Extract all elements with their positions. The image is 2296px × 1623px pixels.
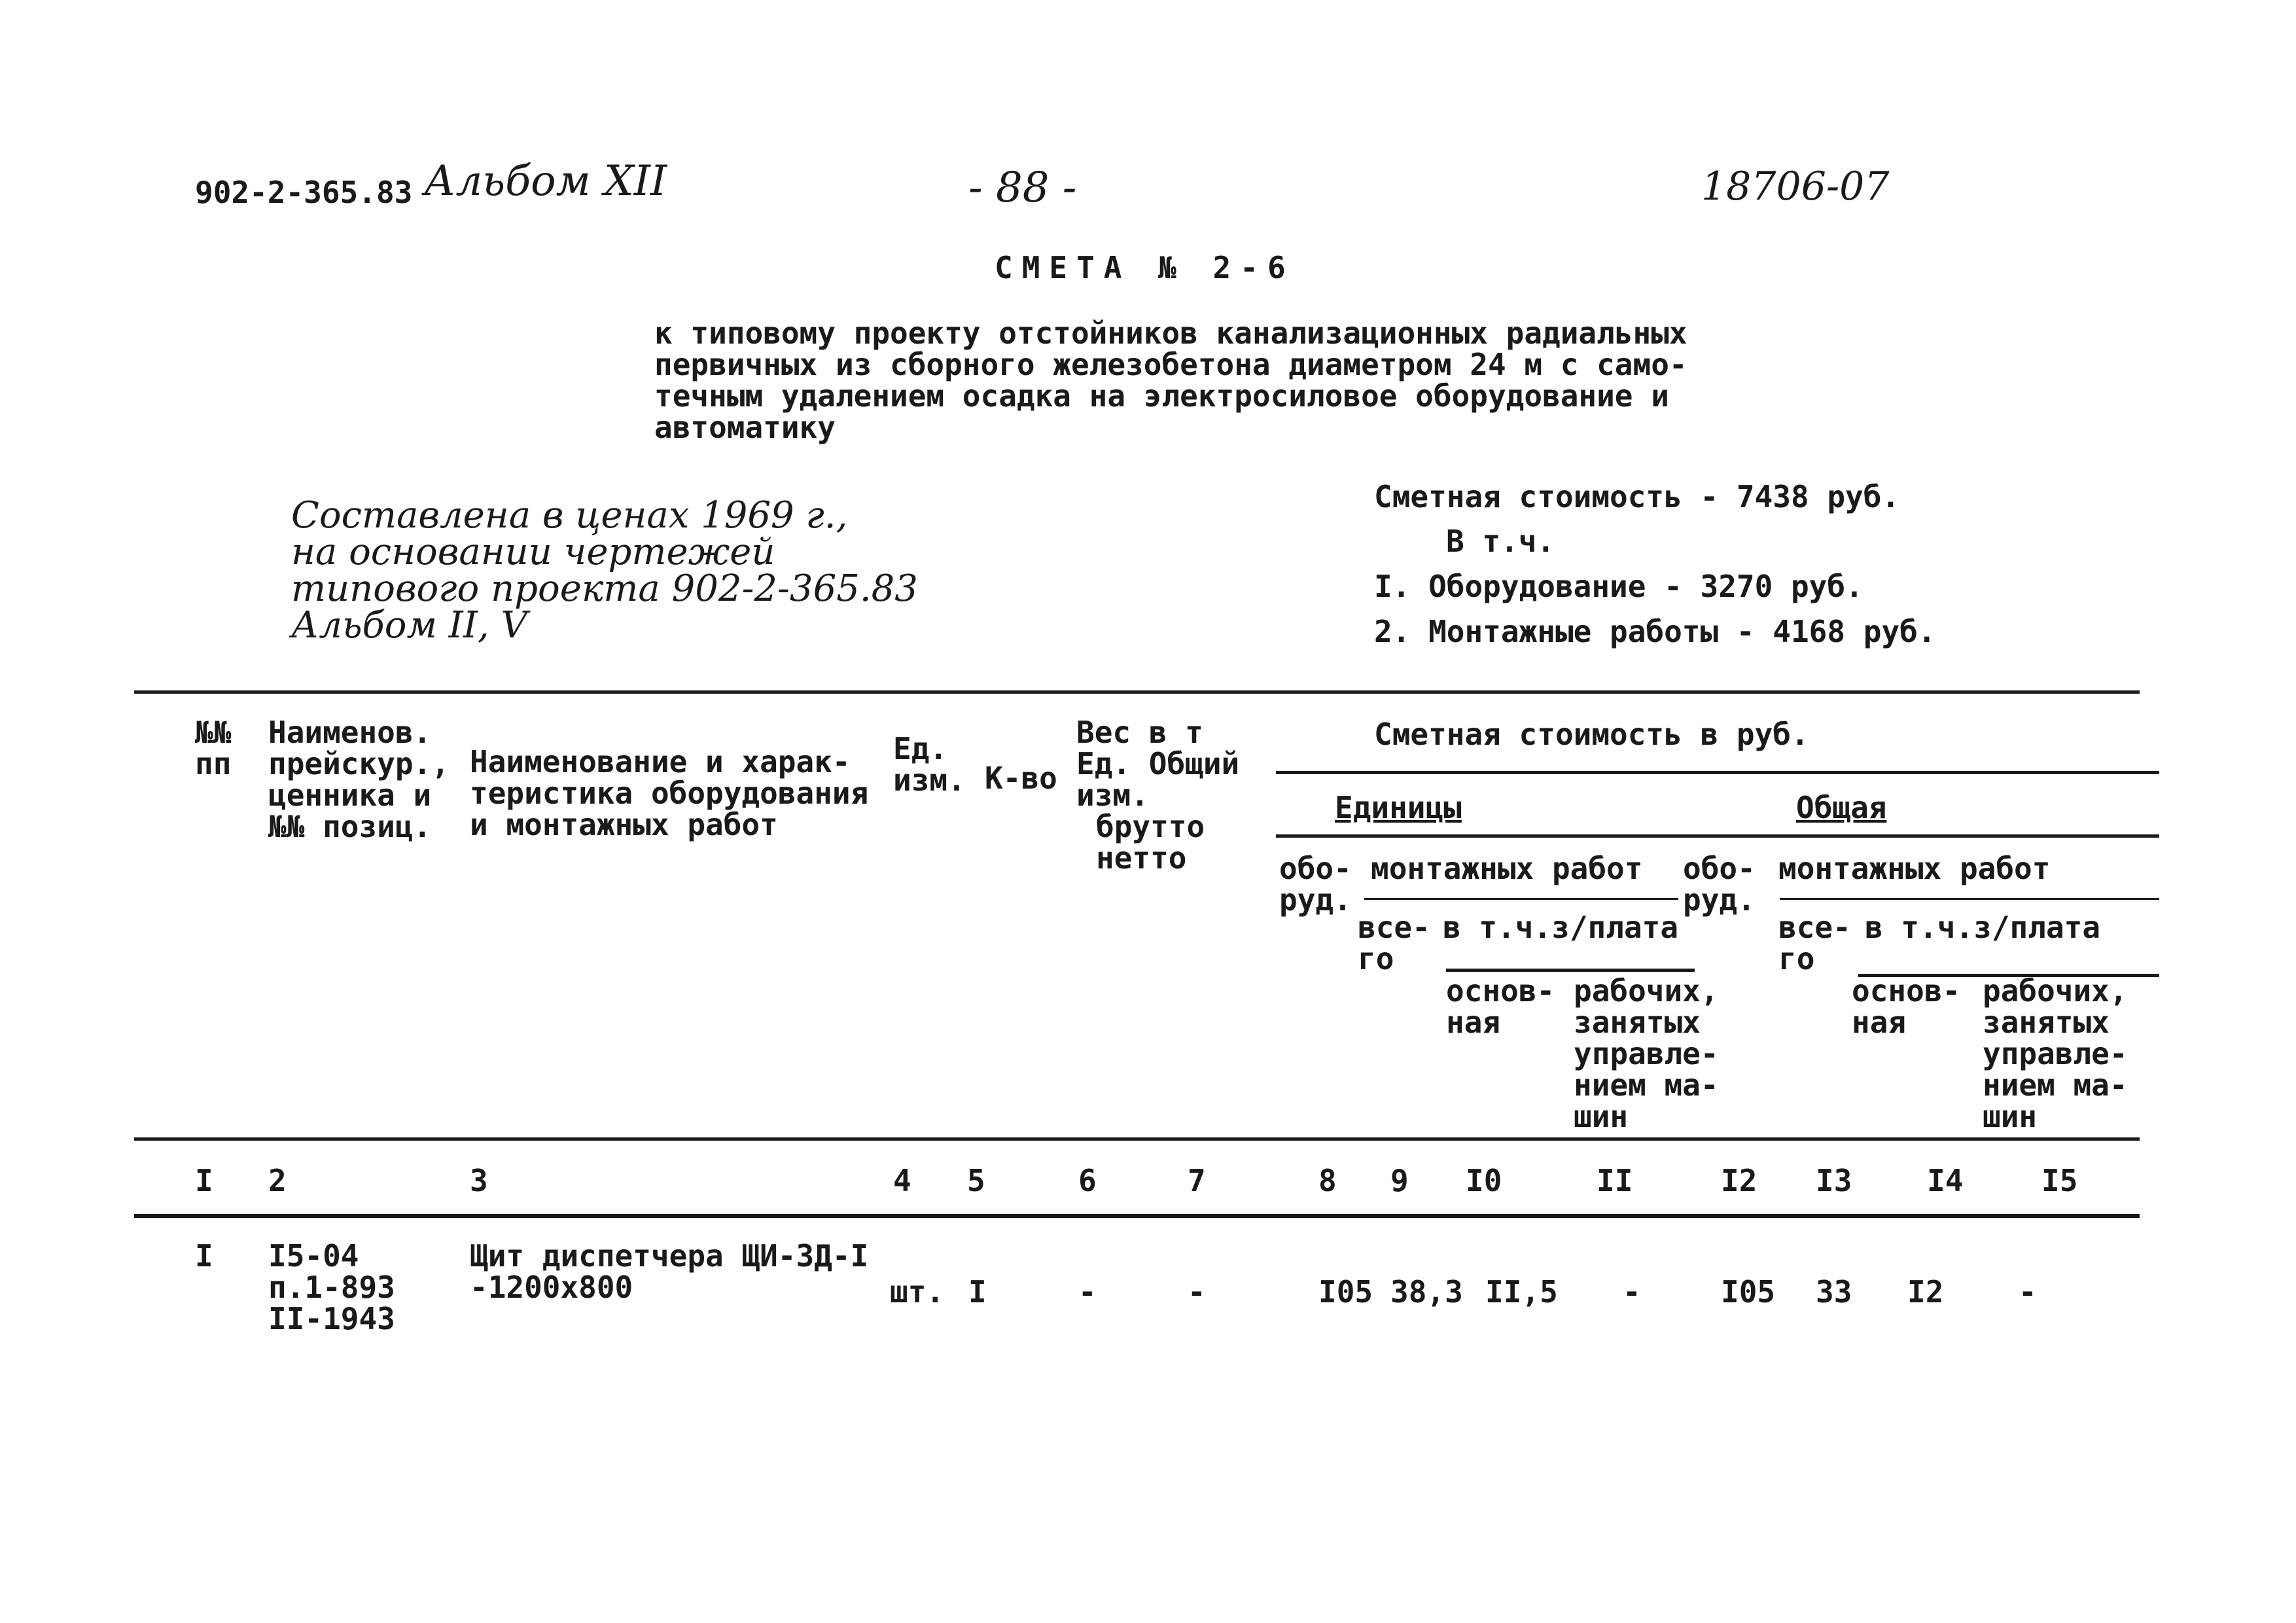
cost-group-rule — [1276, 771, 2159, 774]
row-name: Щит диспетчера ЩИ-ЗД-I -1200х800 — [470, 1238, 869, 1305]
column-number: 9 — [1390, 1163, 1409, 1198]
subtitle-line: первичных из сборного железобетона диаметром 24 м с само- — [654, 347, 1687, 382]
machine-unit-header: рабочих, занятых управле- нием ма- шин — [1574, 973, 1719, 1134]
column-number: 3 — [470, 1163, 488, 1198]
wage-total-header: в т.ч.з/плата — [1865, 910, 2101, 945]
equip-total-header: обо- руд. — [1683, 851, 1756, 918]
column-number: 6 — [1078, 1163, 1097, 1198]
subtitle-line: автоматику — [654, 410, 836, 445]
colnum-bottom-rule — [134, 1214, 2140, 1218]
table-top-rule — [134, 690, 2140, 694]
wage-unit-header: в т.ч.з/плата — [1443, 910, 1679, 945]
total-group-header: Общая — [1796, 790, 1887, 825]
row-qty: I — [968, 1274, 987, 1310]
row-equip: I05 — [1318, 1274, 1373, 1310]
cost-equipment: I. Оборудование - 3270 руб. — [1374, 569, 1863, 604]
row-machine-total: - — [2019, 1274, 2037, 1310]
cost-installation: 2. Монтажные работы - 4168 руб. — [1374, 614, 1936, 649]
col-price-ref-header: Наименов. прейскур., ценника и №№ позиц. — [268, 715, 450, 844]
column-number: I5 — [2041, 1163, 2078, 1198]
install-total-rule — [1780, 898, 2159, 900]
unit-group-header: Единицы — [1335, 790, 1462, 825]
column-number: 2 — [268, 1163, 287, 1198]
header-bottom-rule — [134, 1137, 2140, 1141]
basic-unit-header: основ- ная — [1446, 973, 1555, 1040]
cost-group-header: Сметная стоимость в руб. — [1374, 717, 1809, 752]
col-name-header: Наименование и харак- теристика оборудования и монтажных работ — [470, 744, 869, 842]
row-num: I — [195, 1238, 213, 1274]
install-unit-rule — [1364, 898, 1678, 900]
wage-unit-rule — [1446, 969, 1695, 972]
archive-number: 18706-07 — [1701, 164, 1890, 209]
col-weight-header: Вес в т Ед. Общий изм. брутто нетто — [1076, 715, 1240, 876]
subtitle-line: к типовому проекту отстойников канализационных радиальных — [654, 315, 1687, 351]
row-unit: шт. — [890, 1274, 945, 1310]
subtitle-line: течным удалением осадка на электросиловое оборудование и — [654, 378, 1669, 414]
column-number: 8 — [1318, 1163, 1337, 1198]
equip-unit-header: обо- руд. — [1279, 851, 1352, 918]
col-unit-header: Ед. изм. — [893, 731, 966, 798]
row-weight-total: - — [1188, 1274, 1206, 1310]
column-number: I4 — [1927, 1163, 1964, 1198]
col-qty-header: К-во — [985, 760, 1057, 796]
column-number: I3 — [1816, 1163, 1852, 1198]
column-number: 4 — [893, 1163, 911, 1198]
row-machine: - — [1623, 1274, 1641, 1310]
doc-code: 902-2-365.83 — [195, 175, 413, 210]
album-label: Альбом XII — [424, 157, 667, 205]
handwritten-note — [291, 494, 918, 647]
row-weight-unit: - — [1078, 1274, 1097, 1310]
subgroup-rule — [1276, 834, 2159, 838]
row-basic-total: I2 — [1907, 1274, 1944, 1310]
row-all: 38,3 — [1390, 1274, 1463, 1310]
install-total-header: монтажных работ — [1778, 851, 2051, 886]
column-number: II — [1597, 1163, 1633, 1198]
col-num-header: №№ пп — [195, 715, 232, 781]
column-number: I — [195, 1163, 213, 1198]
note-line: типового проекта 902-2-365.83 — [291, 567, 918, 610]
row-basic: II,5 — [1485, 1274, 1558, 1310]
all-unit-header: все- го — [1358, 910, 1430, 976]
row-equip-total: I05 — [1721, 1274, 1776, 1310]
subtitle — [654, 317, 1687, 443]
note-line: на основании чертежей — [291, 531, 775, 573]
note-line: Составлена в ценах 1969 г., — [291, 494, 848, 537]
column-number: I2 — [1721, 1163, 1757, 1198]
machine-total-header: рабочих, занятых управле- нием ма- шин — [1983, 973, 2128, 1134]
column-number: I0 — [1466, 1163, 1502, 1198]
all-total-header: все- го — [1778, 910, 1851, 976]
page-number: - 88 - — [968, 164, 1077, 212]
basic-total-header: основ- ная — [1852, 973, 1961, 1040]
column-number: 5 — [967, 1163, 985, 1198]
note-line: Альбом II, V — [291, 604, 527, 647]
row-price-ref: I5-04 п.1-893 II-1943 — [268, 1238, 395, 1336]
row-all-total: 33 — [1816, 1274, 1852, 1310]
install-unit-header: монтажных работ — [1371, 851, 1643, 886]
cost-including: В т.ч. — [1446, 524, 1555, 559]
cost-total: Сметная стоимость - 7438 руб. — [1374, 479, 1900, 514]
column-number: 7 — [1188, 1163, 1206, 1198]
page-title: СМЕТА № 2-6 — [995, 250, 1295, 285]
